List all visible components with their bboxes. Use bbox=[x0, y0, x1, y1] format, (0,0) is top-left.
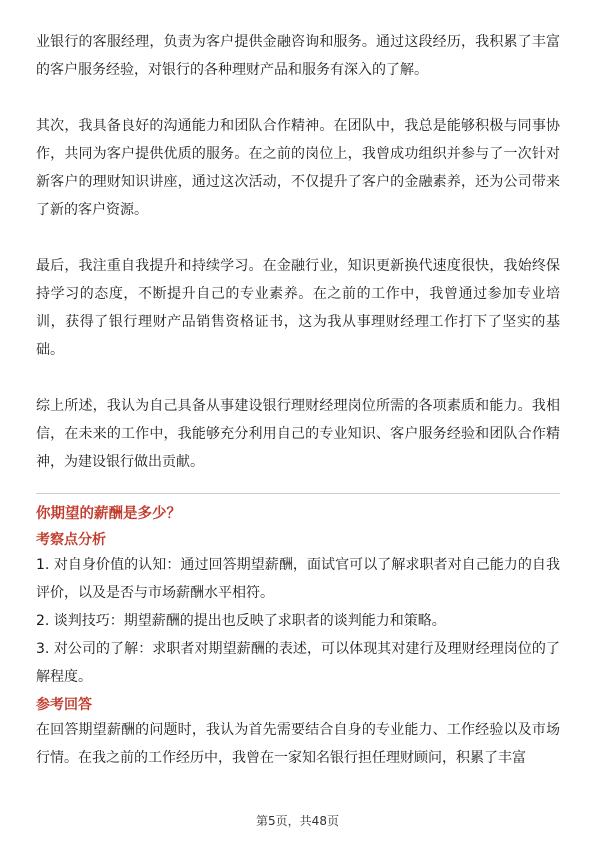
answer-heading: 参考回答 bbox=[36, 697, 92, 713]
paragraph-communication: 其次，我具备良好的沟通能力和团队合作精神。在团队中，我总是能够积极与同事协作，共同为客户提供优质的服务。在之前的岗位上，我曾成功组织并参与了一次针对新客户的理财知识讲座，通过这次活动，不仅提升了客户的金融素养，还为公司带来了新的客户资源。 bbox=[36, 118, 560, 218]
analysis-item: 1. 对自身价值的认知：通过回答期望薪酬，面试官可以了解求职者对自己能力的自我评价，以及是否与市场薪酬水平相符。 bbox=[36, 557, 560, 601]
page-footer: 第5页，共48页 bbox=[256, 814, 339, 828]
section-divider bbox=[36, 493, 560, 494]
paragraph-gap bbox=[36, 84, 560, 112]
question-title: 你期望的薪酬是多少？ bbox=[36, 506, 181, 522]
intro-paragraph: 业银行的客服经理，负责为客户提供金融咨询和服务。通过这段经历，我积累了丰富的客户服务经验，对银行的各种理财产品和服务有深入的了解。 bbox=[36, 34, 560, 78]
analysis-heading: 考察点分析 bbox=[36, 532, 106, 548]
paragraph-gap bbox=[36, 364, 560, 392]
document-page bbox=[36, 28, 560, 772]
analysis-item: 3. 对公司的了解：求职者对期望薪酬的表述，可以体现其对建行及理财经理岗位的了解程度。 bbox=[36, 641, 560, 685]
answer-paragraph: 在回答期望薪酬的问题时，我认为首先需要结合自身的专业能力、工作经验以及市场行情。在我之前的工作经历中，我曾在一家知名银行担任理财顾问，积累了丰富 bbox=[36, 722, 560, 766]
paragraph-learning: 最后，我注重自我提升和持续学习。在金融行业，知识更新换代速度很快，我始终保持学习的态度，不断提升自己的专业素养。在之前的工作中，我曾通过参加专业培训，获得了银行理财产品销售资格证书，这为我从事理财经理工作打下了坚实的基础。 bbox=[36, 258, 560, 358]
paragraph-conclusion: 综上所述，我认为自己具备从事建设银行理财经理岗位所需的各项素质和能力。我相信，在未来的工作中，我能够充分利用自己的专业知识、客户服务经验和团队合作精神，为建设银行做出贡献。 bbox=[36, 398, 560, 470]
paragraph-gap bbox=[36, 224, 560, 252]
analysis-item: 2. 谈判技巧：期望薪酬的提出也反映了求职者的谈判能力和策略。 bbox=[36, 613, 446, 629]
